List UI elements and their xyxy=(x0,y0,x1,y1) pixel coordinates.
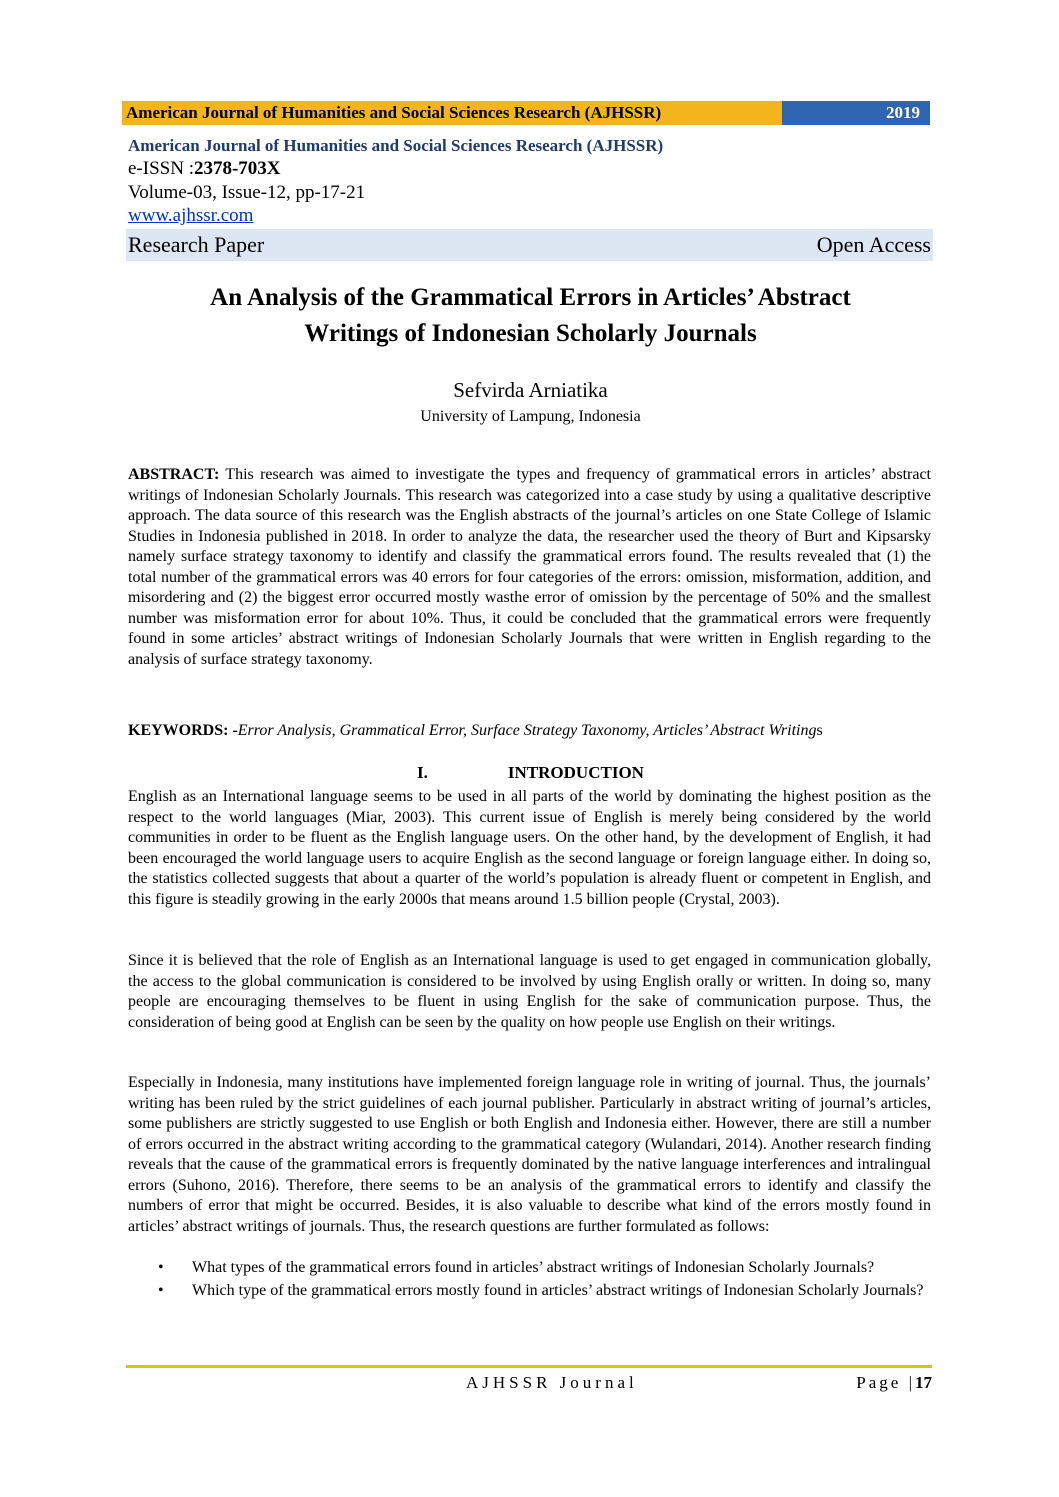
paper-title xyxy=(128,280,933,352)
section-number: I. xyxy=(417,763,428,782)
paper-type: Research Paper xyxy=(128,232,265,257)
journal-info xyxy=(128,135,933,227)
footer-journal: AJHSSR Journal xyxy=(466,1373,638,1392)
list-item xyxy=(128,1281,931,1302)
intro-paragraph: English as an International language seems to be used in all parts of the world by dominating the highest position as the respect to the world languages (Miar, 2003). This current issue of English is merely being considered by the world communities in order to be fluent as the English language users. On the other hand, by the development of English, it had been encouraged the world language users to acquire English as the second language or foreign language either. In doing so, the statistics collected suggests that about a quarter of the world’s population is already fluent or competent in English, and this figure is steadily growing in the early 2000s that means around 1.5 billion people (Crystal, 2003). xyxy=(128,788,931,908)
keywords-items: Error Analysis, Grammatical Error, Surface Strategy Taxonomy, Articles’ Abstract Writing xyxy=(237,722,817,739)
issn-line xyxy=(128,157,933,181)
author-name: Sefvirda Arniatika xyxy=(453,378,608,402)
abstract xyxy=(128,465,931,670)
abstract-text: This research was aimed to investigate the types and frequency of grammatical errors in articles’ abstract writings of Indonesian Scholarly Journals. This research was categorized into a case study by using a qualitative descriptive approach. The data source of this research was the English abstracts of the journal’s articles on one State College of Islamic Studies in Indonesia published in 2018. In order to analyze the data, the researcher used the theory of Burt and Kipsarsky namely surface strategy taxonomy to identify and classify the grammatical errors found. The results revealed that (1) the total number of the grammatical errors was 40 errors for four categories of the errors: omission, misformation, addition, and misordering and (2) the biggest error occurred mostly wasthe error of omission by the percentage of 50% and the smallest number was misformation error for about 10%. Thus, it could be concluded that the grammatical errors were frequently found in some articles’ abstract writings of Indonesian Scholarly Journals that were written in English regarding to the analysis of surface strategy taxonomy. xyxy=(128,466,931,668)
access-bar xyxy=(126,229,933,261)
issn-label: e-ISSN : xyxy=(128,158,194,179)
list-item-text: What types of the grammatical errors found in articles’ abstract writings of Indonesian Scholarly Journals? xyxy=(192,1259,875,1276)
journal-name: American Journal of Humanities and Social Sciences Research (AJHSSR) xyxy=(128,136,664,155)
footer-page xyxy=(856,1373,932,1393)
issn-value: 2378-703X xyxy=(193,158,281,179)
section-heading xyxy=(128,763,933,783)
journal-banner xyxy=(122,101,930,125)
title-line-2: Writings of Indonesian Scholarly Journals xyxy=(304,320,757,347)
keywords-prefix: - xyxy=(228,722,238,739)
banner-year: 2019 xyxy=(782,101,930,125)
keywords xyxy=(128,721,931,742)
bullet-icon: • xyxy=(158,1259,164,1276)
bullet-icon: • xyxy=(158,1281,164,1299)
list-item xyxy=(128,1258,931,1279)
footer-page-label: Page | xyxy=(856,1373,915,1392)
keywords-suffix: s xyxy=(816,722,823,739)
abstract-label: ABSTRACT: xyxy=(128,466,220,483)
research-questions-list xyxy=(128,1258,931,1303)
access-type: Open Access xyxy=(816,232,931,257)
keywords-label: KEYWORDS: xyxy=(128,722,229,739)
footer-divider xyxy=(126,1365,932,1368)
website-link[interactable]: www.ajhssr.com xyxy=(128,205,254,226)
footer-page-number: 17 xyxy=(915,1373,932,1392)
list-item-text: Which type of the grammatical errors mostly found in articles’ abstract writings of Indonesian Scholarly Journals? xyxy=(192,1281,924,1299)
author-affiliation: University of Lampung, Indonesia xyxy=(420,408,641,425)
banner-journal-name: American Journal of Humanities and Social Sciences Research (AJHSSR) xyxy=(122,101,782,125)
title-line-1: An Analysis of the Grammatical Errors in Articles’ Abstract xyxy=(210,284,851,311)
intro-paragraph: Since it is believed that the role of English as an International language is used to get engaged in communication globally, the access to the global communication is considered to be involved by using English orally or written. In doing so, many people are encouraging themselves to be fluent in using English for the sake of communication purpose. Thus, the consideration of being good at English can be seen by the quality on how people use English on their writings. xyxy=(128,952,931,1031)
section-title: INTRODUCTION xyxy=(507,763,644,782)
volume-line: Volume-03, Issue-12, pp-17-21 xyxy=(128,182,366,203)
intro-paragraph: Especially in Indonesia, many institutions have implemented foreign language role in writing of journal. Thus, the journals’ writing has been ruled by the strict guidelines of each journal publisher. Particularly in abstract writing of journal’s articles, some publishers are strictly suggested to use English or both English and Indonesia either. However, there are still a number of errors occurred in the abstract writing according to the grammatical category (Wulandari, 2014). Another research finding reveals that the cause of the grammatical errors is frequently dominated by the native language interferences and intralingual errors (Suhono, 2016). Therefore, there seems to be an analysis of the grammatical errors to identify and classify the numbers of error that might be occurred. Besides, it is also valuable to describe what kind of the errors mostly found in articles’ abstract writings of journals. Thus, the research questions are further formulated as follows: xyxy=(128,1074,931,1235)
